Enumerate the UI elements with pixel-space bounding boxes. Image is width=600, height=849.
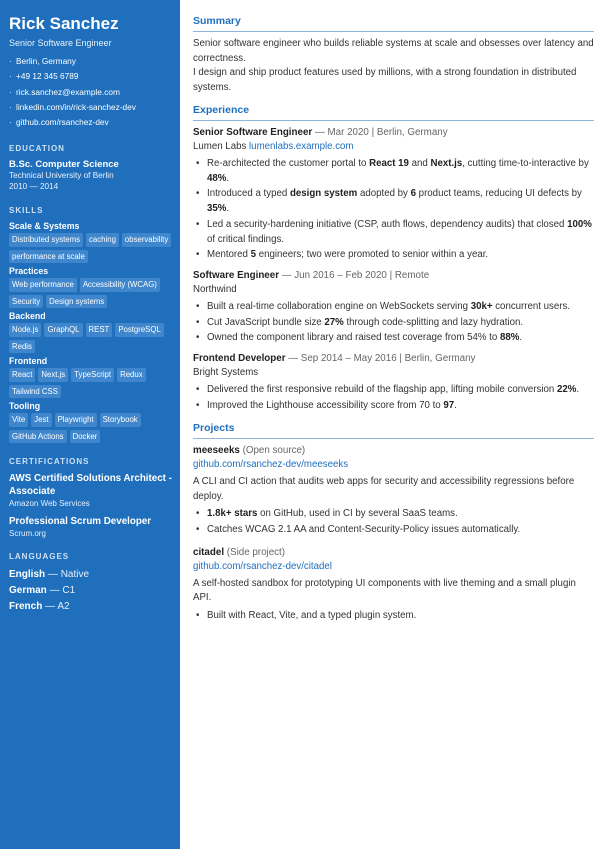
bullet-item (193, 383, 594, 398)
skill-tag: Design systems (46, 295, 107, 309)
bullet-text: concurrent users. (492, 300, 571, 312)
education-degree: B.Sc. Computer Science (9, 159, 119, 171)
skill-group-title: Tooling (9, 401, 41, 412)
bullet-text: . (454, 399, 457, 411)
skill-tag: Redis (9, 340, 35, 354)
bullet-item (193, 523, 594, 538)
job-entry (193, 352, 594, 413)
contact-item (9, 69, 172, 84)
bullet-text: Introduced a typed (207, 188, 290, 200)
project-kind: (Open source) (239, 445, 306, 457)
skill-groups (9, 221, 172, 443)
skill-tag: React (9, 368, 35, 382)
bullet-text: 48% (207, 172, 227, 184)
bullet-list (193, 157, 594, 263)
certification-list (9, 472, 172, 538)
location-icon: · (9, 56, 12, 66)
skill-tag: Jest (31, 413, 51, 427)
skill-tag: Next.js (38, 368, 68, 382)
certification-name: AWS Certified Solutions Architect - Associate (9, 473, 172, 498)
bullet-text: . (519, 332, 523, 344)
skill-tag: performance at scale (9, 250, 88, 264)
bullet-text: 88% (499, 332, 520, 344)
bullet-item (193, 248, 594, 263)
bullet-text: . (226, 172, 230, 184)
project-heading (193, 444, 594, 458)
bullet-text: engineers; two were promoted to senior within a year. (256, 249, 489, 261)
bullet-item (193, 218, 594, 247)
skill-tag: Distributed systems (9, 233, 83, 247)
contact-item (9, 115, 172, 130)
language-separator: — (46, 585, 63, 597)
language-list (9, 567, 172, 615)
job-company (193, 140, 594, 154)
company-name: Lumen Labs (193, 141, 247, 152)
language-separator: — (45, 569, 61, 581)
education-school: Technical University of Berlin (9, 171, 114, 181)
github-icon: · (9, 117, 12, 128)
skill-tag: PostgreSQL (115, 323, 163, 337)
bullet-text: Led a security-hardening initiative (CSP, auth flows, dependency audits) that closed (207, 218, 568, 230)
language-name: French (9, 601, 43, 613)
skill-tags (9, 323, 172, 353)
project-heading (193, 546, 594, 560)
contact-text[interactable]: github.com/rsanchez-dev (16, 117, 109, 128)
company-name: Bright Systems (193, 367, 259, 379)
certifications-title: CERTIFICATIONS (9, 457, 90, 467)
skill-tags (9, 278, 172, 308)
job-meta: — Mar 2020 | Berlin, Germany (312, 127, 448, 138)
project-kind: (Side project) (224, 546, 286, 558)
sidebar (0, 0, 180, 849)
project-list (193, 444, 594, 623)
contact-text[interactable]: rick.sanchez@example.com (16, 86, 120, 97)
bullet-text: Built a real-time collaboration engine on WebSockets serving (207, 300, 471, 312)
email-icon: · (9, 86, 12, 97)
project-link[interactable]: github.com/rsanchez-dev/meeseeks (193, 459, 349, 471)
job-role: Software Engineer (193, 269, 280, 281)
bullet-text: Next.js (430, 158, 463, 169)
job-role: Senior Software Engineer (193, 127, 313, 138)
skill-tag: TypeScript (71, 368, 114, 382)
job-list (193, 126, 594, 413)
contact-list (9, 54, 172, 130)
contact-text[interactable]: linkedin.com/in/rick-sanchez-dev (16, 101, 136, 112)
project-link[interactable]: github.com/rsanchez-dev/citadel (193, 560, 332, 572)
company-link[interactable]: lumenlabs.example.com (249, 141, 354, 152)
bullet-text: 35% (207, 203, 227, 215)
skill-tag: Redux (117, 368, 146, 382)
skill-tag: Playwright (55, 413, 97, 427)
bullet-text: 1.8k+ stars (207, 508, 258, 520)
skills-title: SKILLS (9, 206, 44, 216)
bullet-text: Owned the component library and raised test coverage from 54% to (207, 332, 500, 344)
bullet-text: 30k+ (470, 300, 493, 312)
bullet-text: . (576, 384, 580, 396)
certification-issuer: Scrum.org (9, 529, 46, 539)
contact-item (9, 100, 172, 115)
language-separator: — (42, 601, 58, 613)
certification-name: Professional Scrum Developer (9, 516, 152, 528)
skill-tag: Docker (70, 430, 101, 444)
skill-group-title: Frontend (9, 356, 48, 367)
skills-section (9, 206, 172, 443)
job-entry (193, 126, 594, 263)
skill-tag: Security (9, 295, 43, 309)
bullet-text: 5 (250, 249, 257, 261)
job-company (193, 366, 594, 380)
experience-title: Experience (193, 104, 594, 121)
project-description: A self-hosted sandbox for prototyping UI components with live theming and a small plugin API. (193, 577, 576, 604)
bullet-text: Re-architected the customer portal to (207, 158, 370, 169)
summary-title: Summary (193, 15, 594, 32)
language-level: C1 (62, 585, 76, 597)
language-level: A2 (57, 601, 70, 613)
company-name: Northwind (193, 283, 237, 295)
skill-group-title: Scale & Systems (9, 221, 80, 232)
bullet-text: Improved the Lighthouse accessibility score from 70 to (207, 399, 444, 411)
bullet-item (193, 300, 594, 315)
bullet-list (193, 300, 594, 346)
skill-tag: Web performance (9, 278, 77, 292)
job-role: Frontend Developer (193, 353, 286, 365)
bullet-text: 6 (410, 188, 416, 200)
bullet-list (193, 609, 594, 624)
bullet-text: React 19 (369, 158, 409, 169)
bullet-text: Cut JavaScript bundle size (207, 316, 325, 328)
education-section (9, 144, 172, 192)
job-company (193, 283, 594, 297)
project-entry (193, 546, 594, 624)
language-row (9, 583, 172, 599)
summary-section (193, 15, 594, 95)
bullet-text: 27% (324, 316, 344, 328)
language-row (9, 599, 172, 615)
project-description: A CLI and CI action that audits web apps for security and accessibility regressions before deploy. (193, 476, 575, 502)
bullet-text: design system (289, 188, 358, 200)
projects-section (193, 422, 594, 623)
skill-tags (9, 413, 172, 443)
contact-text[interactable]: +49 12 345 6789 (16, 71, 79, 82)
skill-tag: Tailwind CSS (9, 385, 61, 399)
bullet-item (193, 507, 594, 522)
contact-item (9, 54, 172, 69)
bullet-item (193, 609, 594, 624)
bullet-text: 22% (557, 384, 577, 396)
job-entry (193, 269, 594, 346)
linkedin-icon: · (9, 101, 12, 112)
bullet-list (193, 507, 594, 537)
summary-line: I design and ship product features used by millions, with a strong foundation in distributed systems. (193, 67, 577, 93)
candidate-name: Rick Sanchez (9, 14, 119, 33)
contact-item (9, 85, 172, 100)
project-entry (193, 444, 594, 537)
bullet-text: . (226, 203, 230, 215)
bullet-text: adopted by (357, 188, 411, 200)
candidate-headline: Senior Software Engineer (9, 38, 112, 48)
skill-tag: caching (86, 233, 119, 247)
experience-section (193, 104, 594, 413)
project-name: meeseeks (193, 445, 240, 457)
job-meta: — Jun 2016 – Feb 2020 | Remote (279, 269, 430, 281)
projects-title: Projects (193, 422, 594, 439)
bullet-text: 97 (443, 399, 455, 411)
education-title: EDUCATION (9, 144, 65, 154)
bullet-text: Mentored (207, 249, 251, 261)
bullet-text: product teams, reducing UI defects by (415, 188, 582, 200)
job-heading (193, 269, 594, 283)
skill-tag: GraphQL (44, 323, 82, 337)
skill-tag: Storybook (100, 413, 141, 427)
phone-icon: · (9, 71, 12, 82)
bullet-text: of critical findings. (207, 233, 284, 245)
bullet-item (193, 316, 594, 331)
bullet-item (193, 157, 594, 186)
bullet-text: , cutting time-to-interactive by (462, 158, 589, 169)
skill-tags (9, 233, 172, 263)
skill-group-title: Practices (9, 266, 49, 277)
skill-tag: Vite (9, 413, 28, 427)
skill-tag: REST (86, 323, 113, 337)
bullet-text: Built with React, Vite, and a typed plugin system. (207, 609, 417, 621)
bullet-text: 100% (567, 218, 592, 230)
skill-group-title: Backend (9, 311, 46, 322)
certification-issuer: Amazon Web Services (9, 499, 90, 509)
summary-line: Senior software engineer who builds reliable systems at scale and obsesses over latency and correctness. (193, 38, 594, 64)
bullet-text: Catches WCAG 2.1 AA and Content-Security-Policy issues automatically. (207, 524, 521, 536)
job-heading (193, 126, 594, 140)
language-level: Native (60, 569, 90, 581)
languages-section (9, 552, 172, 615)
main-content (180, 0, 600, 849)
language-name: English (9, 569, 46, 581)
language-name: German (9, 585, 47, 597)
skill-tag: Node.js (9, 323, 41, 337)
contact-text[interactable]: Berlin, Germany (16, 56, 76, 66)
project-name: citadel (193, 546, 225, 558)
skill-tags (9, 368, 172, 398)
bullet-item (193, 399, 594, 414)
bullet-text: on GitHub, used in CI by several SaaS teams. (257, 508, 458, 520)
job-heading (193, 352, 594, 366)
bullet-text: through code-splitting and lazy hydration. (343, 316, 524, 328)
language-row (9, 567, 172, 583)
skill-tag: Accessibility (WCAG) (80, 278, 160, 292)
certifications-section (9, 457, 172, 538)
bullet-item (193, 331, 594, 346)
languages-title: LANGUAGES (9, 552, 70, 562)
skill-tag: GitHub Actions (9, 430, 67, 444)
bullet-list (193, 383, 594, 413)
bullet-text: Delivered the first responsive rebuild of the flagship app, lifting mobile conversion (207, 384, 558, 396)
bullet-item (193, 187, 594, 216)
skill-tag: observability (122, 233, 171, 247)
education-years: 2010 — 2014 (9, 182, 59, 192)
bullet-text: and (408, 158, 431, 169)
job-meta: — Sep 2014 – May 2016 | Berlin, Germany (285, 353, 476, 365)
